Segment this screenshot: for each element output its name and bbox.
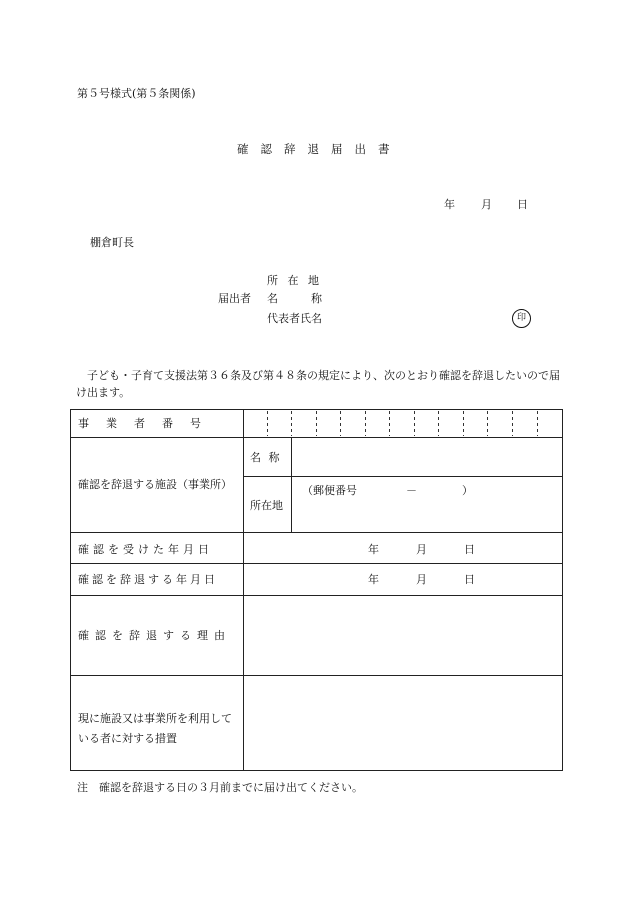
- footnote: 注 確認を辞退する日の３月前までに届け出てください。: [77, 781, 363, 794]
- form-number: 第５号様式(第５条関係): [77, 87, 196, 100]
- document-title: 確認辞退届出書: [237, 142, 402, 156]
- confirmed-year-label: 年: [368, 543, 379, 556]
- postal-code-label: （郵便番号: [302, 484, 357, 497]
- date-month-label: 月: [481, 198, 492, 211]
- notifier-label: 届出者: [218, 292, 251, 305]
- facility-address-label: 所在地: [250, 499, 283, 512]
- withdraw-year-label: 年: [368, 573, 379, 586]
- business-number-label: 事 業 者 番 号: [78, 417, 204, 430]
- confirmed-day-label: 日: [464, 543, 475, 556]
- notifier-address-label: 所 在 地: [267, 274, 319, 287]
- recipient: 棚倉町長: [90, 236, 134, 249]
- facility-label: 確認を辞退する施設（事業所）: [78, 478, 232, 491]
- postal-close: ）: [462, 484, 473, 497]
- withdraw-day-label: 日: [464, 573, 475, 586]
- postal-dash: －: [406, 484, 417, 497]
- date-year-label: 年: [444, 198, 455, 211]
- form-table: [70, 409, 563, 771]
- confirmed-date-label: 確認を受けた年月日: [78, 543, 213, 556]
- date-day-label: 日: [517, 198, 528, 211]
- withdraw-date-label: 確認を辞退する年月日: [78, 573, 218, 586]
- notifier-name-label: 名 称: [267, 292, 322, 305]
- reason-label: 確認を辞退する理由: [78, 629, 231, 642]
- confirmed-month-label: 月: [416, 543, 427, 556]
- notifier-representative-label: 代表者氏名: [267, 312, 322, 325]
- measures-label: 現に施設又は事業所を利用している者に対する措置: [78, 712, 232, 745]
- facility-name-label: 名 称: [250, 451, 280, 464]
- seal-mark: 印: [512, 309, 531, 328]
- body-paragraph: 子ども・子育て支援法第３６条及び第４８条の規定により、次のとおり確認を辞退したいので届け出ます。: [76, 369, 560, 399]
- withdraw-month-label: 月: [416, 573, 427, 586]
